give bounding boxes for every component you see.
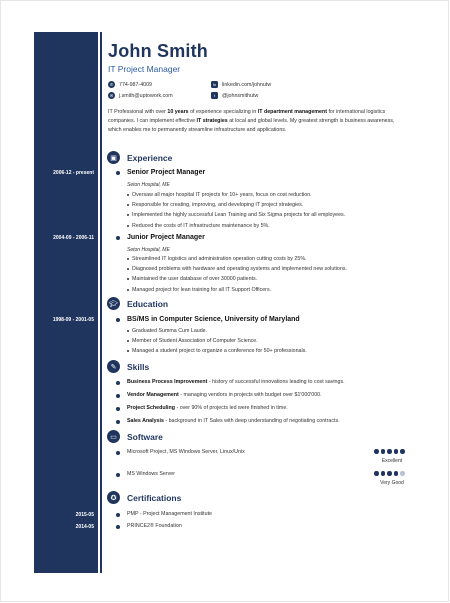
list-item: Implemented the highly successful Lean Training and Six Sigma projects for all employees. xyxy=(127,210,345,220)
cert-1-marker xyxy=(116,513,120,517)
contact-phone xyxy=(108,81,152,88)
linkedin-icon: in xyxy=(212,81,217,87)
job-1-employer: Seton Hospital, ME xyxy=(127,182,170,188)
education-bullets xyxy=(127,326,307,357)
software-1-marker xyxy=(116,451,120,455)
software-1-level: Excellent xyxy=(381,458,403,464)
skills-heading: Skills xyxy=(127,362,150,372)
list-item: Managed project for lean training for all IT Support Officers. xyxy=(127,285,347,295)
rating-dot xyxy=(387,449,392,454)
job-1-marker xyxy=(116,171,120,175)
email-icon: ✉ xyxy=(109,92,114,98)
rating-dot xyxy=(374,471,379,476)
certifications-heading: Certifications xyxy=(127,493,182,503)
rating-dot xyxy=(381,471,386,476)
contact-email[interactable] xyxy=(108,92,173,99)
list-item: Member of Student Association of Computer Science. xyxy=(127,336,307,346)
skill-4-marker xyxy=(116,420,120,424)
education-marker xyxy=(116,318,120,322)
twitter-icon: t xyxy=(211,92,218,99)
skill-4: Sales Analysis - background in IT Sales with deep understanding of negotiating contracts. xyxy=(127,418,340,424)
cert-2-year: 2014-05 xyxy=(75,524,94,530)
list-item: Diagnosed problems with hardware and operating systems and implemented new solutions. xyxy=(127,264,347,274)
skill-2-marker xyxy=(116,394,120,398)
timeline-line xyxy=(100,32,102,573)
list-item: Oversaw all major hospital IT projects for 10+ years, focus on cost reduction. xyxy=(127,190,345,200)
briefcase-icon: ▣ xyxy=(107,151,120,164)
cert-2-name: PRINCE2® Foundation xyxy=(127,523,182,529)
certificate-icon: ✪ xyxy=(107,491,120,504)
summary-paragraph: IT Professional with over 10 years of experience specializing in IT department management for international logistics companies. I can implement effective IT strategies at local and global levels. My greatest strength is business awareness, which enables me to permanently streamline infrastructure and applications. xyxy=(108,109,395,133)
experience-heading: Experience xyxy=(127,153,173,163)
skill-1: Business Process Improvement - history of successful innovations leading to cost savings. xyxy=(127,379,345,385)
cert-1-name: PMP - Project Management Institute xyxy=(127,511,212,517)
graduation-cap-icon: 🎓︎ xyxy=(107,297,120,310)
rating-dot xyxy=(400,471,405,476)
rating-dot xyxy=(394,449,399,454)
job-2-bullets xyxy=(127,254,347,295)
computer-icon: ▭ xyxy=(107,430,120,443)
candidate-name: John Smith xyxy=(108,41,208,61)
rating-dot xyxy=(400,449,405,454)
job-2-dates: 2004-09 - 2006-11 xyxy=(53,235,94,241)
education-dates: 1998-09 - 2001-05 xyxy=(52,317,94,323)
skill-3-marker xyxy=(116,407,120,411)
contact-twitter[interactable] xyxy=(211,92,258,99)
sidebar xyxy=(34,32,98,573)
software-2-rating xyxy=(374,471,405,476)
list-item: Maintained the user database of over 30000 patients. xyxy=(127,274,347,284)
rating-dot xyxy=(374,449,379,454)
software-1-rating xyxy=(374,449,405,454)
skill-2: Vendor Management - managing vendors in projects with budget over $1'000'000. xyxy=(127,392,322,398)
rating-dot xyxy=(381,449,386,454)
phone-icon: ✆ xyxy=(109,81,114,87)
software-1-name: Microsoft Project, MS Windows Server, Linux/Unix xyxy=(127,449,245,455)
list-item: Graduated Summa Cum Laude. xyxy=(127,326,307,336)
skill-1-marker xyxy=(116,381,120,385)
skill-3: Project Scheduling - over 90% of projects led were finished in time. xyxy=(127,405,288,411)
software-2-level: Very Good xyxy=(380,480,404,486)
software-2-name: MS Windows Server xyxy=(127,471,175,477)
education-heading: Education xyxy=(127,299,169,309)
linkedin-text[interactable]: linkedin.com/johnutw xyxy=(222,81,272,88)
list-item: Managed a student project to organize a conference for 50+ professionals. xyxy=(127,346,307,356)
contact-linkedin[interactable] xyxy=(211,81,271,88)
job-2-marker xyxy=(116,236,120,240)
education-degree: BS/MS in Computer Science, University of Maryland xyxy=(127,316,300,323)
software-2-marker xyxy=(116,473,120,477)
twitter-text[interactable]: @johnsmithutw xyxy=(222,92,259,99)
list-item: Responsible for creating, improving, and developing IT project strategies. xyxy=(127,200,345,210)
list-item: Reduced the costs of IT infrastructure maintenance by 5%. xyxy=(127,221,345,231)
email-text[interactable]: j.smith@uptowork.com xyxy=(119,92,173,99)
cert-2-marker xyxy=(116,525,120,529)
candidate-title: IT Project Manager xyxy=(108,64,181,74)
rating-dot xyxy=(394,471,399,476)
job-1-bullets xyxy=(127,190,345,231)
job-1-title: Senior Project Manager xyxy=(127,169,206,176)
phone-text: 774-987-4009 xyxy=(119,81,152,88)
skills-icon: ✎ xyxy=(107,360,120,373)
list-item: Streamlined IT logistics and administration operation cutting costs by 25%. xyxy=(127,254,347,264)
job-2-employer: Seton Hospital, ME xyxy=(127,247,170,253)
cert-1-year: 2015-05 xyxy=(75,512,94,518)
job-2-title: Junior Project Manager xyxy=(127,234,205,241)
rating-dot xyxy=(387,471,392,476)
job-1-dates: 2006-12 - present xyxy=(53,170,94,176)
software-heading: Software xyxy=(127,432,163,442)
